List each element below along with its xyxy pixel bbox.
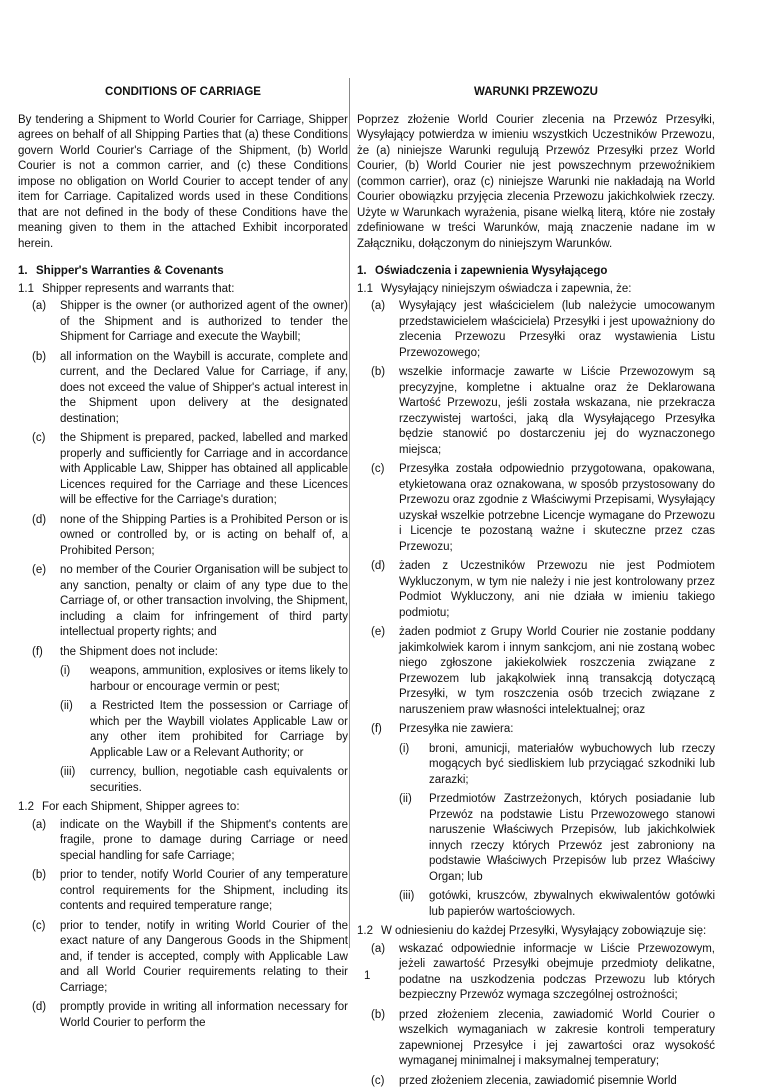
list-item: (e) żaden podmiot z Grupy World Courier nie zostanie poddany jakimkolwiek karom i innym sankcjom, ani nie zostaną wobec niego zgłoszone jakiekolwiek roszczenia związane z Przewozem lub jakąkolwiek inną transakcją dotyczącą Przesyłki, w tym roszczenia osób trzecich związane z naruszeniem praw własności intelektualnej; oraz [357, 625, 715, 718]
list-item: (b) wszelkie informacje zawarte w Liście Przewozowym są precyzyjne, kompletne i aktualne oraz że Deklarowana Wartość Przewozu, jeśli została wskazana, nie przekracza rzeczywistej wartości, jaką dla Wysyłającego Przesyłka będzie stanowić po dostarczeniu jej do wyznaczonego miejsca; [357, 365, 715, 458]
list-item: (d) promptly provide in writing all information necessary for World Courier to perform the [18, 1000, 348, 1031]
clause-number: 1.1 [357, 282, 381, 298]
column-divider [349, 78, 350, 948]
polish-intro: Poprzez złożenie World Courier zlecenia na Przewóz Przesyłki, Wysyłający potwierdza w imieniu wszystkich Uczestników Przewozu, że (a) niniejsze Warunki regulują Przewóz Przesyłki przez World Courier, (b) World Courier nie jest powszechnym przewoźnikiem (common carrier), oraz (c) niniejsze Warunki nie nakładają na World Courier obowiązku przyjęcia zlecenia Przewozu jakichkolwiek rzeczy. Użyte w Warunkach wyrażenia, pisane wielką literą, które nie zostały zdefiniowane w treści Warunków, mają znaczenie nadane im w Załączniku, dołączonym do niniejszym Warunków. [357, 113, 715, 253]
english-clause-1-2-items [18, 818, 348, 1032]
list-item: (e) no member of the Courier Organisation will be subject to any sanction, penalty or claim of any type due to the Carriage of, or other transaction involving, the Shipment, including a claim for infringement of third party intellectual property rights; and [18, 563, 348, 641]
english-clause-1-1-items [18, 299, 348, 796]
list-item: (b) przed złożeniem zlecenia, zawiadomić World Courier o wszelkich wymaganiach w zakresie kontroli temperatury zapewnionej Przesyłce i jej zawartości oraz wysokość wymaganej minimalnej i maksymalnej temperatury; [357, 1008, 715, 1070]
english-intro: By tendering a Shipment to World Courier for Carriage, Shipper agrees on behalf of all Shipping Parties that (a) these Conditions govern World Courier's Carriage of the Shipment, (b) World Courier is not a common carrier, and (c) these Conditions impose no obligation on World Courier to accept tender of any item for Carriage. Capitalized words used in these Conditions that are not defined in the body of these Conditions have the meaning given to them in the attached Exhibit incorporated herein. [18, 113, 348, 253]
list-item: (c) prior to tender, notify in writing World Courier of the exact nature of any Dangerous Goods in the Shipment and, if tender is accepted, comply with Applicable Law and all World Courier requirements relating to their Carriage; [18, 919, 348, 997]
section-title: Shipper's Warranties & Covenants [36, 264, 224, 280]
clause-number: 1.2 [357, 924, 381, 940]
clause-number: 1.1 [18, 282, 42, 298]
list-item: (f) Przesyłka nie zawiera: [357, 722, 715, 738]
list-item: (a) wskazać odpowiednie informacje w Liście Przewozowym, jeżeli zawartość Przesyłki obejmuje przedmioty delikatne, podatne na uszkodzenia podczas Przewozu lub których bezpieczny Przewóz wymaga szczególnej ostrożności; [357, 942, 715, 1004]
clause-number: 1.2 [18, 800, 42, 816]
clause-text: For each Shipment, Shipper agrees to: [42, 800, 240, 816]
polish-column [357, 85, 715, 934]
clause-text: Shipper represents and warrants that: [42, 282, 234, 298]
list-item: (c) przed złożeniem zlecenia, zawiadomić pisemnie World [357, 1074, 715, 1089]
polish-clause-1-1-items [357, 299, 715, 920]
list-item: (b) all information on the Waybill is accurate, complete and current, and the Declared Value for Carriage, if any, does not exceed the value of Shipper's actual interest in the Shipment upon delivery at the designated destination; [18, 350, 348, 428]
english-clause-1-2 [18, 800, 348, 816]
list-item: (f) the Shipment does not include: [18, 645, 348, 661]
section-title: Oświadczenia i zapewnienia Wysyłającego [375, 264, 607, 280]
page-number: 1 [364, 969, 370, 985]
sub-list-item: (i) broni, amunicji, materiałów wybuchowych lub rzeczy mogących być siedliskiem lub przyciągać szkodniki lub zarazki; [357, 742, 715, 789]
english-section-1-heading [18, 264, 348, 280]
list-item: (b) prior to tender, notify World Courier of any temperature control requirements for the Shipment, including its contents and required temperature range; [18, 868, 348, 915]
polish-clause-1-1 [357, 282, 715, 298]
polish-section-1-heading [357, 264, 715, 280]
sub-list-item: (ii) a Restricted Item the possession or Carriage of which per the Waybill violates Applicable Law or any other item prohibited for Carriage by Applicable Law or a Relevant Authority; or [18, 699, 348, 761]
section-number: 1. [357, 264, 375, 280]
list-item: (a) indicate on the Waybill if the Shipment's contents are fragile, prone to damage during Carriage or need special handling for safe Carriage; [18, 818, 348, 865]
polish-clause-1-2 [357, 924, 715, 940]
polish-clause-1-2-items [357, 942, 715, 1089]
sub-list-item: (iii) gotówki, kruszców, zbywalnych ekwiwalentów gotówki lub papierów wartościowych. [357, 889, 715, 920]
list-item: (c) the Shipment is prepared, packed, labelled and marked properly and sufficiently for Carriage and in accordance with Applicable Law, Shipper has obtained all applicable Licences required for the Carriage and these Licences will be effective for the Carriage's duration; [18, 431, 348, 509]
section-number: 1. [18, 264, 36, 280]
english-column [18, 85, 348, 934]
sub-list-item: (i) weapons, ammunition, explosives or items likely to harbour or encourage vermin or pest; [18, 664, 348, 695]
list-item: (d) żaden z Uczestników Przewozu nie jest Podmiotem Wykluczonym, w tym nie należy i nie jest kontrolowany przez Podmiot Wykluczony, ani nie działa w imieniu takiego podmiotu; [357, 559, 715, 621]
list-item: (a) Wysyłający jest właścicielem (lub należycie umocowanym przedstawicielem właściciela) Przesyłki i jest upoważniony do zlecenia Przewozu Przesyłki oraz wystawienia Listu Przewozowego; [357, 299, 715, 361]
clause-text: W odniesieniu do każdej Przesyłki, Wysyłający zobowiązuje się: [381, 924, 706, 940]
english-clause-1-1 [18, 282, 348, 298]
list-item: (a) Shipper is the owner (or authorized agent of the owner) of the Shipment and is authorized to tender the Shipment for Carriage and execute the Waybill; [18, 299, 348, 346]
english-title: CONDITIONS OF CARRIAGE [18, 85, 348, 101]
list-item: (d) none of the Shipping Parties is a Prohibited Person or is owned or controlled by, or is acting on behalf of, a Prohibited Person; [18, 513, 348, 560]
list-item: (c) Przesyłka została odpowiednio przygotowana, opakowana, etykietowana oraz oznakowana, w sposób przystosowany do Przewozu oraz zgodnie z Właściwymi Przepisami, Wysyłający uzyskał wszelkie potrzebne Licencje wymagane do Przewozu i Licencje te pozostaną ważne i skuteczne przez czas Przewozu; [357, 462, 715, 555]
polish-title: WARUNKI PRZEWOZU [357, 85, 715, 101]
sub-list-item: (iii) currency, bullion, negotiable cash equivalents or securities. [18, 765, 348, 796]
clause-text: Wysyłający niniejszym oświadcza i zapewnia, że: [381, 282, 631, 298]
sub-list-item: (ii) Przedmiotów Zastrzeżonych, których posiadanie lub Przewóz na podstawie Listu Przewozowego stanowi naruszenie Właściwych Przepisów, lub jakichkolwiek innych rzeczy których Przewóz jest zabroniony na podstawie Właściwych Przepisów lub przez Właściwy Organ; lub [357, 792, 715, 885]
